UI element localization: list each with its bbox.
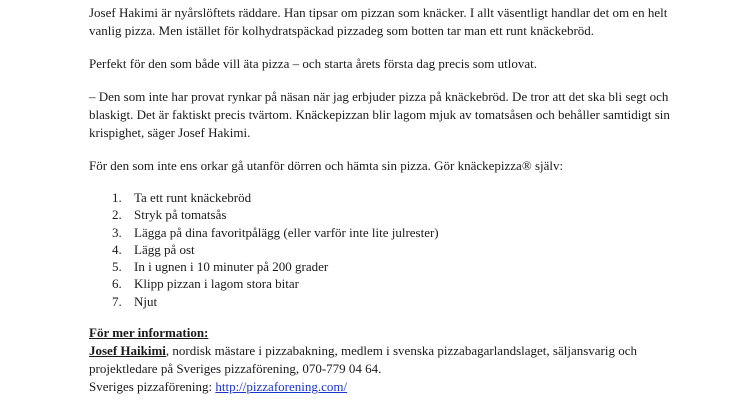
step-text: Klipp pizzan i lagom stora bitar xyxy=(134,276,299,292)
step-number: 2. xyxy=(112,207,122,223)
perfect-paragraph: Perfekt för den som både vill äta pizza – och starta årets första dag precis som utlovat. xyxy=(89,56,537,71)
org-website-link[interactable]: http://pizzaforening.com/ xyxy=(215,379,348,395)
press-release xyxy=(89,4,689,396)
step-number: 4. xyxy=(112,241,122,257)
list-item xyxy=(89,206,689,223)
diy-paragraph: För den som inte ens orkar gå utanför dörren och hämta sin pizza. Gör knäckepizza® själv: xyxy=(89,158,564,173)
step-text: In i ugnen i 10 minuter på 200 grader xyxy=(134,259,329,275)
org-label: Sveriges pizzaförening: xyxy=(89,379,216,395)
step-number: 5. xyxy=(112,259,122,275)
step-number: 1. xyxy=(112,190,122,205)
info-heading: För mer information: xyxy=(89,325,209,341)
step-text: Stryk på tomatsås xyxy=(134,207,227,223)
step-number: 7. xyxy=(112,293,122,309)
step-number: 6. xyxy=(112,276,122,292)
list-item xyxy=(89,293,689,310)
org-line xyxy=(89,378,689,396)
contact-paragraph xyxy=(89,342,689,378)
step-text: Ta ett runt knäckebröd xyxy=(134,190,252,205)
list-item xyxy=(89,258,689,275)
list-item xyxy=(89,241,689,258)
intro-paragraph: Josef Hakimi är nyårslöftets räddare. Han tipsar om pizzan som knäcker. I allt väsentligt handlar det om en helt vanlig pizza. Men istället för kolhydratspäckad pizzadeg som botten tar man ett runt knäckebröd. xyxy=(89,5,668,38)
list-item xyxy=(89,275,689,292)
step-text: Njut xyxy=(134,293,158,309)
step-text: Lägg på ost xyxy=(134,241,195,257)
contact-bio: , nordisk mästare i pizzabakning, medlem i svenska pizzabagarlandslaget, säljansvarig och projektledare på Sveriges pizzaförening, 070-779 04 64. xyxy=(89,343,638,377)
step-number: 3. xyxy=(112,224,122,240)
list-item xyxy=(89,224,689,241)
list-item xyxy=(89,189,689,206)
step-text: Lägga på dina favoritpålägg (eller varför inte lite julrester) xyxy=(134,224,439,240)
contact-name: Josef Haikimi xyxy=(89,343,166,359)
quote-paragraph: – Den som inte har provat rynkar på näsan när jag erbjuder pizza på knäckebröd. De tror att det ska bli segt och blaskigt. Det är faktiskt precis tvärtom. Knäckepizzan blir lagom mjuk av tomatsåsen och behåller samtidigt sin krispighet, säger Josef Hakimi. xyxy=(89,89,670,140)
recipe-steps-list xyxy=(89,189,689,310)
